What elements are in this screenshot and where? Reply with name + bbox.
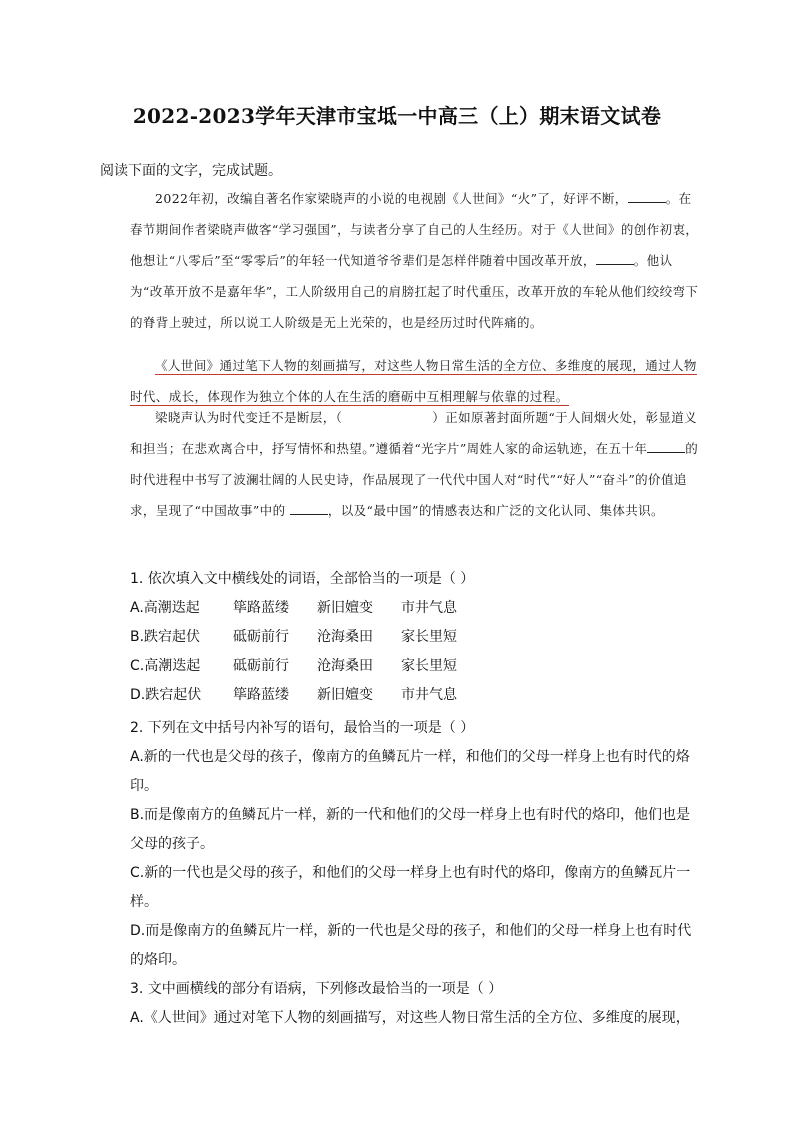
question-1-option-d[interactable]: D.跌宕起伏 筚路蓝缕 新旧嬗变 市井气息 [130, 687, 457, 703]
passage-paragraph-3 [130, 402, 700, 526]
question-1 [130, 565, 705, 710]
passage-text: 。在春节期间作者梁晓声做客“学习强国”，与读者分享了自己的人生经历。对于《人世间》的创作初衷，他想让“八零后”至“零零后”的年轻一代知道爷爷辈们是怎样伴随着中国改革开放， [130, 191, 699, 268]
question-3-option-a[interactable]: A.《人世间》通过对笔下人物的刻画描写，对这些人物日常生活的全方位、多维度的展现， [130, 1010, 690, 1026]
question-2-option-a[interactable]: A.新的一代也是父母的孩子，像南方的鱼鳞瓦片一样，和他们的父母一样身上也有时代的烙 [130, 749, 690, 765]
question-1-option-b[interactable]: B.跌宕起伏 砥砺前行 沧海桑田 家长里短 [130, 629, 457, 645]
passage-text: 2022年初，改编自著名作家梁晓声的小说的电视剧《人世间》“火”了，好评不断， [155, 191, 628, 206]
question-2-option-b[interactable]: B.而是像南方的鱼鳞瓦片一样，新的一代和他们的父母一样身上也有时代的烙印，他们也是 [130, 807, 691, 823]
passage-text: 的时代进程中书写了波澜壮阔的人民史诗，作品展现了一代代中国人对“时代”“好人”“奋斗”的价值追求，呈现了“中国故事”中的 [130, 441, 699, 518]
fill-blank-3 [647, 440, 685, 453]
question-2-option-c[interactable]: C.新的一代也是父母的孩子，和他们的父母一样身上也有时代的烙印，像南方的鱼鳞瓦片一 [130, 865, 691, 881]
question-2-option-b-cont: 父母的孩子。 [130, 836, 214, 852]
underlined-sentence: 《人世间》通过笔下人物的刻画描写，对这些人物日常生活的全方位、多维度的展现，通过人物时代、成长，体现作为独立个体的人在生活的磨砺中互相理解与依靠的过程。 [130, 358, 697, 404]
question-2-option-d[interactable]: D.而是像南方的鱼鳞瓦片一样，新的一代也是父母的孩子，和他们的父母一样身上也有时代 [130, 923, 692, 939]
exam-title: 2022-2023学年天津市宝坻一中高三（上）期末语文试卷 [132, 104, 662, 128]
passage-text: ，以及“最中国”的情感表达和广泛的文化认同、集体共识。 [327, 503, 664, 518]
question-2-stem: 2. 下列在文中括号内补写的语句，最恰当的一项是（ ） [130, 720, 475, 736]
question-1-option-c[interactable]: C.高潮迭起 砥砺前行 沧海桑田 家长里短 [130, 658, 457, 674]
reading-instruction: 阅读下面的文字，完成试题。 [100, 163, 282, 179]
passage-text: 。他认为“改革开放不是嘉年华”，工人阶级用自己的肩膀扛起了时代重压，改革开放的车轮从他们绞绞弯下的脊背上驶过，所以说工人阶级是无上光荣的，也是经历过时代阵痛的。 [130, 253, 699, 330]
fill-blank-4 [290, 502, 328, 515]
passage-text: 梁晓声认为时代变迁不是断层，（ [155, 410, 343, 425]
passage-text: ）正如原著封面所题“于人间烟火处，彰显道义和担当；在悲欢离合中，抒写情怀和热望。”遵循着“光字片”周姓人家的命运轨迹，在五十年 [130, 410, 698, 456]
question-2-option-a-cont: 印。 [130, 778, 158, 794]
question-3-stem: 3. 文中画横线的部分有语病，下列修改最恰当的一项是（ ） [130, 981, 503, 997]
question-2-option-d-cont: 的烙印。 [130, 952, 186, 968]
fill-blank-2 [596, 252, 634, 265]
question-2 [130, 714, 705, 1033]
question-1-stem: 1. 依次填入文中横线处的词语，全部恰当的一项是（ ） [130, 571, 475, 587]
question-1-option-a[interactable]: A.高潮迭起 筚路蓝缕 新旧嬗变 市井气息 [130, 600, 457, 616]
question-2-option-c-cont: 样。 [130, 894, 158, 910]
fill-blank-1 [628, 190, 666, 203]
passage-paragraph-1 [130, 183, 700, 338]
